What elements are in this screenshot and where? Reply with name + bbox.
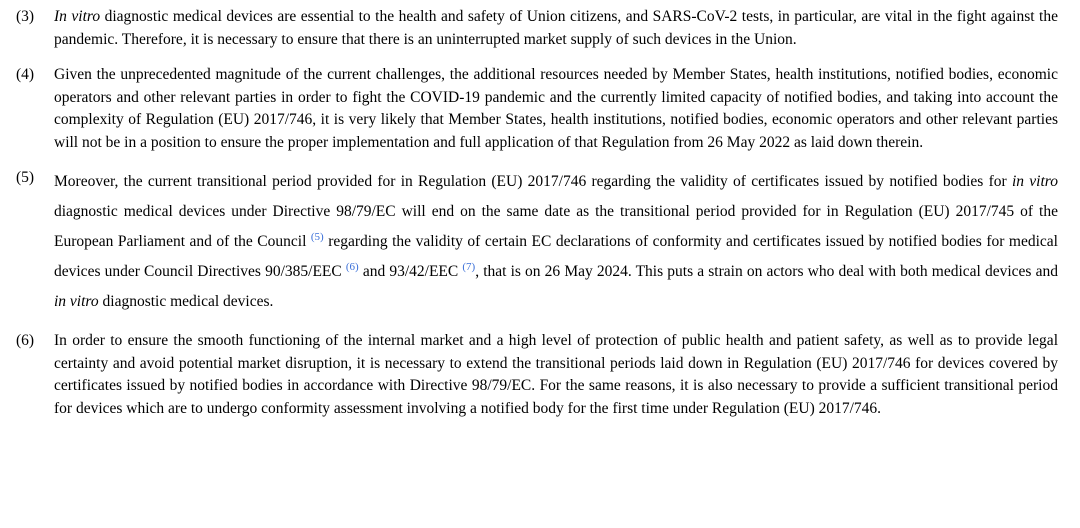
recital-number: (4)	[16, 66, 35, 83]
recital-3	[10, 6, 1058, 51]
italic-term: in vitro	[54, 293, 99, 310]
footnote-reference[interactable]: (5)	[310, 230, 324, 243]
recital-text	[54, 330, 1058, 420]
recital-number: (5)	[16, 169, 35, 186]
recital-number: (6)	[16, 332, 35, 349]
recital-text	[54, 6, 1058, 51]
text-run: , that is on 26 May 2024. This puts a strain on actors who deal with both medical devices and	[475, 263, 1058, 280]
recital-5	[10, 167, 1058, 317]
text-run: regarding the validity of certain EC declarations of conformity and certificates issued by notified bodies for medical devices under Council Directives 90/385/EEC	[54, 233, 1058, 280]
recital-list	[10, 6, 1058, 420]
recital-number: (3)	[16, 8, 35, 25]
footnote-reference[interactable]: (7)	[462, 260, 476, 273]
recital-4	[10, 64, 1058, 154]
text-run: diagnostic medical devices.	[98, 293, 274, 310]
text-run: diagnostic medical devices are essential to the health and safety of Union citizens, and SARS-CoV-2 tests, in particular, are vital in the fight against the pandemic. Therefore, it is necessary to ensure that there is an uninterrupted market supply of such devices in the Union.	[54, 8, 1058, 48]
italic-term: in vitro	[1011, 173, 1058, 190]
text-run: In order to ensure the smooth functioning of the internal market and a high level of protection of public health and patient safety, as well as to provide legal certainty and avoid potential market disruption, it is necessary to extend the transitional periods laid down in Regulation (EU) 2017/746 for devices covered by certificates issued by notified bodies in accordance with Directive 98/79/EC. For the same reasons, it is also necessary to provide a sufficient transitional period for devices which are to undergo conformity assessment involving a notified body for the first time under Regulation (EU) 2017/746.	[54, 332, 1058, 417]
footnote-reference[interactable]: (6)	[345, 260, 359, 273]
text-run: and 93/42/EEC	[358, 263, 463, 280]
recital-text	[54, 64, 1058, 154]
text-run: Given the unprecedented magnitude of the current challenges, the additional resources needed by Member States, health institutions, notified bodies, economic operators and other relevant parties in order to fight the COVID-19 pandemic and the currently limited capacity of notified bodies, and taking into account the complexity of Regulation (EU) 2017/746, it is very likely that Member States, health institutions, notified bodies, economic operators and other relevant parties will not be in a position to ensure the proper implementation and full application of that Regulation from 26 May 2022 as laid down therein.	[54, 66, 1058, 151]
recital-6	[10, 330, 1058, 420]
recital-text	[54, 167, 1058, 317]
text-run: diagnostic medical devices under Directive 98/79/EC will end on the same date as the transitional period provided for in Regulation (EU) 2017/745 of the European Parliament and of the Council	[54, 203, 1058, 250]
italic-term: In vitro	[54, 8, 101, 25]
text-run: Moreover, the current transitional period provided for in Regulation (EU) 2017/746 regarding the validity of certificates issued by notified bodies for	[54, 173, 1012, 190]
